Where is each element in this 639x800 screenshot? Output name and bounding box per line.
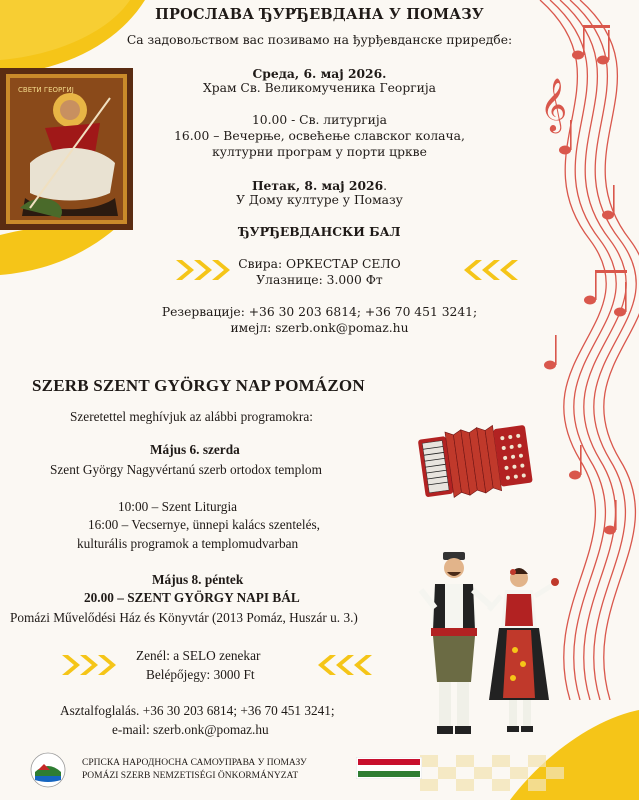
- hu-entry: Belépőjegy: 3000 Ft: [146, 667, 255, 682]
- sr-intro: Са задовољством вас позивамо на ђурђевданске приредбе:: [126, 33, 513, 47]
- hu-email: e-mail: szerb.onk@pomaz.hu: [112, 722, 269, 737]
- hu-day2-date: Május 8. péntek: [152, 572, 244, 587]
- sr-day1-line3: културни програм у порти цркве: [212, 145, 427, 159]
- chevrons-right-icon-2: [62, 655, 122, 675]
- hu-day1-line3: kulturális programok a templomudvarban: [77, 536, 299, 551]
- icon-caption: СВЕТИ ГЕОРГИЈ: [18, 86, 74, 94]
- chevrons-left-icon-2: [312, 655, 372, 675]
- sr-day1-line1: 10.00 - Св. литургија: [251, 113, 388, 127]
- folk-dancers-illustration: [415, 550, 575, 765]
- svg-text:𝄞: 𝄞: [540, 77, 568, 131]
- sr-day1-line2: 16.00 – Вечерње, освећење славског колача,: [174, 129, 465, 143]
- hu-reservation: Asztalfoglalás. +36 30 203 6814; +36 70 451 3241;: [60, 703, 335, 718]
- hu-title: SZERB SZENT GYÖRGY NAP POMÁZON: [32, 376, 365, 395]
- hu-day1-line2: 16:00 – Vecsernye, ünnepi kalács szentelés,: [88, 517, 321, 532]
- hungarian-flag-logo: [356, 757, 422, 779]
- hu-day1-date: Május 6. szerda: [150, 442, 240, 457]
- hu-ball-title: 20.00 – SZENT GYÖRGY NAPI BÁL: [84, 590, 300, 605]
- hu-day1-line1: 10:00 – Szent Liturgia: [118, 499, 238, 514]
- footer-line1: СРПСКА НАРОДНОСНА САМОУПРАВА У ПОМАЗУ: [82, 758, 307, 768]
- hu-day1-place: Szent György Nagyvértanú szerb ortodox templom: [50, 462, 322, 477]
- hu-day2-place: Pomázi Művelődési Ház és Könyvtár (2013 Pomáz, Huszár u. 3.): [10, 610, 358, 625]
- hu-intro: Szeretettel meghívjuk az alábbi programokra:: [70, 409, 313, 424]
- footer-line2: POMÁZI SZERB NEMZETISÉGI ÖNKORMÁNYZAT: [82, 771, 299, 781]
- sr-day2-place: У Дому културе у Помазу: [236, 193, 403, 207]
- sr-reservation: Резервације: +36 30 203 6814; +36 70 451 3241;: [161, 305, 478, 319]
- sr-day1-date: Среда, 6. мај 2026.: [252, 66, 387, 81]
- sr-day2-date-dot: .: [383, 179, 388, 193]
- sr-day2-date: Петак, 8. мај 2026: [251, 178, 384, 193]
- sr-ball-title: ЂУРЂЕВДАНСКИ БАЛ: [238, 224, 401, 239]
- municipality-logo: [30, 752, 66, 788]
- sr-music: Свира: ОРКЕСТАР СЕЛО: [238, 257, 401, 271]
- hu-music: Zenél: a SELO zenekar: [136, 648, 261, 663]
- sr-title: ПРОСЛАВА ЂУРЂЕВДАНА У ПОМАЗУ: [155, 6, 484, 23]
- accordion-icon: [417, 418, 535, 500]
- sr-day1-place: Храм Св. Великомученика Георгија: [203, 81, 436, 95]
- sr-entry: Улазнице: 3.000 Фт: [256, 273, 383, 287]
- sr-email: имејл: szerb.onk@pomaz.hu: [230, 321, 409, 335]
